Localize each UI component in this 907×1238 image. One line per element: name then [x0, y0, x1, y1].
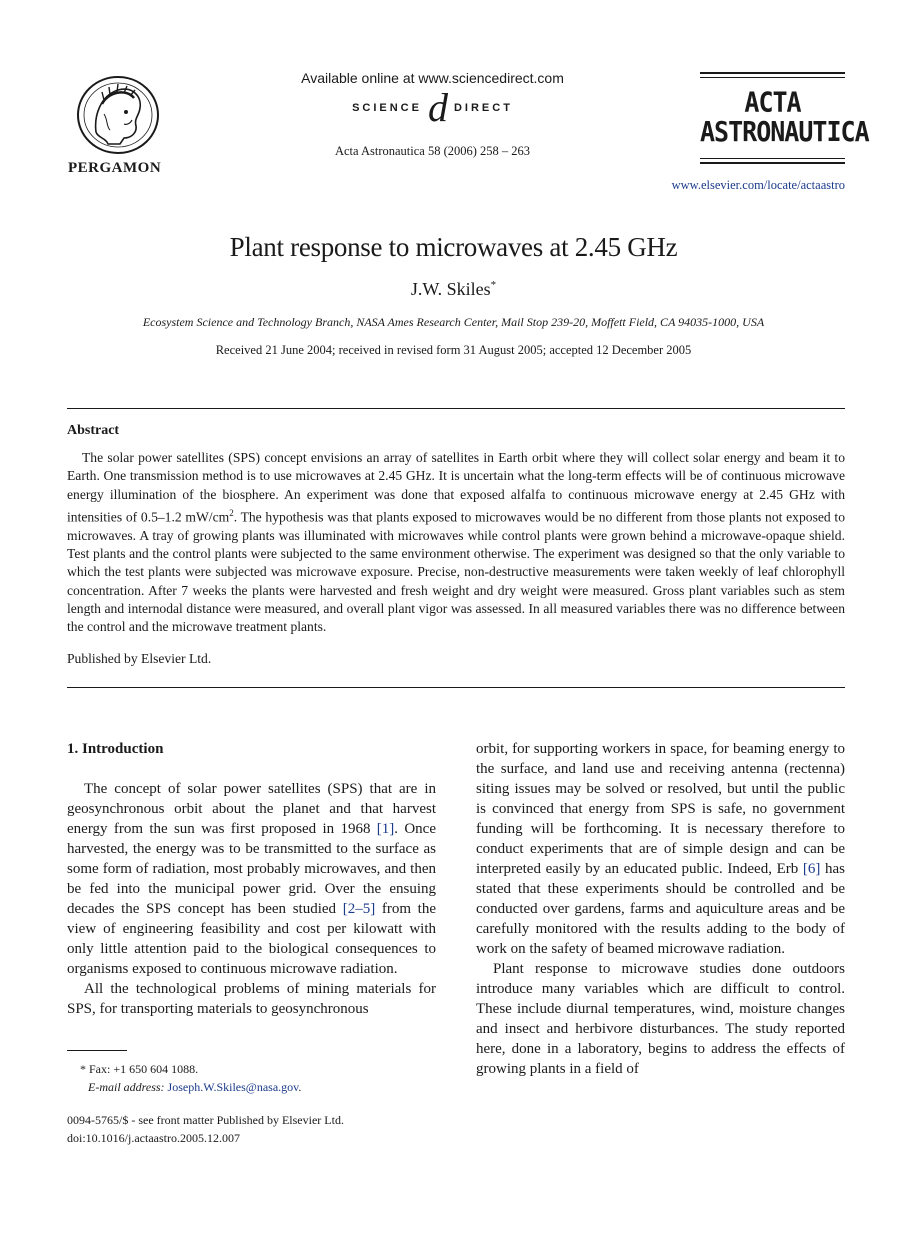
journal-logo-title [700, 86, 869, 148]
paragraph-text: The concept of solar power satellites (SPS) that are in geosynchronous orbit about the planet and that harvest energy from the sun was first proposed in 1968 [67, 781, 436, 837]
section-heading: 1. Introduction [67, 741, 164, 757]
pergamon-emblem-icon [74, 74, 162, 156]
author-name: J.W. Skiles [410, 279, 491, 299]
sciencedirect-logo [260, 85, 605, 130]
journal-logo-rule [700, 158, 845, 159]
email-link[interactable]: Joseph.W.Skiles@nasa.gov [167, 1080, 299, 1094]
sciencedirect-header [260, 70, 605, 159]
abstract-text [67, 449, 845, 637]
publisher-logo [68, 74, 168, 177]
author-footnote-mark[interactable]: * [490, 279, 497, 291]
sd-logo-d: d [427, 85, 448, 130]
publisher-name: PERGAMON [68, 160, 162, 176]
email-end: . [298, 1080, 302, 1094]
citation-link[interactable]: [2–5] [342, 901, 376, 917]
available-online-text[interactable]: Available online at www.sciencedirect.com [301, 70, 564, 86]
paragraph-text: orbit, for supporting workers in space, for beaming energy to the surface, and land use and receiving antenna (rectenna) siting issues may be solved or resolved, but until the public is convinced that energy from SPS is safe, no government funding will be forthcoming. It is necessary therefore to conduct experiments that are of simple design and can be interpreted easily by an educated public. Indeed, Erb [476, 741, 845, 877]
email-label: E-mail address: [88, 1080, 165, 1094]
issn-line: 0094-5765/$ - see front matter Published by Elsevier Ltd. [67, 1113, 344, 1127]
journal-logo [700, 72, 869, 167]
sd-logo-right: DIRECT [453, 102, 513, 114]
article-title: Plant response to microwaves at 2.45 GHz [229, 232, 678, 262]
paragraph-text: from the view of engineering feasibility and cost per kilowatt with only little attention paid to the biological consequences to organisms exposed to continuous microwave radiation. [67, 901, 436, 977]
paragraph-text: . Once harvested, the energy was to be transmitted to the surface as some form of radiation, most probably microwaves, and then be fed into the municipal power grid. Over the ensuing decades the SPS concept has been studied [67, 821, 436, 917]
published-by: Published by Elsevier Ltd. [67, 651, 212, 666]
journal-logo-rule [700, 77, 845, 78]
abstract-text-part: . The hypothesis was that plants exposed to microwaves would be no different from those plants not exposed to microwaves. A tray of growing plants was illuminated with microwaves while control plants were grown behind a microwave-opaque shield. Test plants and the control plants were subjected to the same environment otherwise. The experiment was designed so that the only variable to which the test plants were subjected was microwave exposure. Precise, non-destructive measurements were taken weekly of leaf chlorophyll concentration. After 7 weeks the plants were harvested and fresh weight and dry weight were measured. Gross plant variables such as stem length and internodal distance were measured, and overall plant vigor was assessed. In all measured variables there was no difference between the control and the microwave treatment plants. [67, 509, 845, 635]
divider [67, 408, 845, 409]
journal-url-link[interactable]: www.elsevier.com/locate/actaastro [671, 178, 845, 192]
doi-line[interactable]: doi:10.1016/j.actaastro.2005.12.007 [67, 1131, 240, 1145]
author-affiliation: Ecosystem Science and Technology Branch, NASA Ames Research Center, Mail Stop 239-20, Moffett Field, CA 94035-1000, USA [142, 315, 765, 329]
paragraph: Plant response to microwave studies done outdoors introduce many variables which are difficult to control. These include diurnal temperatures, wind, moisture changes and insect and herbivore disturbances. The study reported here, done in a laboratory, begins to address the effects of growing plants in a field of [476, 961, 845, 1077]
left-column [67, 739, 436, 1019]
article-history: Received 21 June 2004; received in revised form 31 August 2005; accepted 12 December 2005 [215, 343, 692, 357]
journal-logo-line2: ASTRONAUTICA [700, 115, 869, 148]
paragraph-text: has stated that these experiments should be controlled and be conducted over gardens, farms and aquiculture areas and be carefully monitored with the results adding to the body of work on the safety of beamed microwave radiation. [476, 861, 845, 957]
citation-link[interactable]: [1] [376, 821, 395, 837]
footnote-rule [67, 1050, 127, 1051]
paragraph: All the technological problems of mining materials for SPS, for transporting materials to geosynchronous [67, 981, 436, 1017]
abstract-text-part: The solar power satellites (SPS) concept envisions an array of satellites in Earth orbit where they will collect solar energy and beam it to Earth. One transmission method is to use microwaves at 2.45 GHz. It is uncertain what the long-term effects will be of continuous microwave energy illumination of the biosphere. An experiment was done that exposed alfalfa to continuous microwave energy at 2.45 GHz with intensities of 0.5–1.2 mW/cm [67, 450, 845, 525]
sd-logo-left: SCIENCE [352, 102, 422, 114]
paragraph [476, 739, 845, 959]
right-column [476, 739, 845, 1079]
journal-reference: Acta Astronautica 58 (2006) 258 – 263 [334, 144, 531, 158]
journal-logo-rule [700, 162, 845, 164]
journal-logo-rule [700, 72, 845, 74]
author-line [0, 279, 907, 300]
footnote-email [88, 1080, 301, 1095]
abstract-heading: Abstract [67, 423, 120, 438]
abstract-superscript: 2 [229, 507, 234, 518]
divider [67, 687, 845, 688]
footnote-fax: * Fax: +1 650 604 1088. [80, 1062, 199, 1076]
journal-logo-line1: ACTA [744, 86, 801, 119]
citation-link[interactable]: [6] [802, 861, 821, 877]
paragraph [67, 779, 436, 979]
